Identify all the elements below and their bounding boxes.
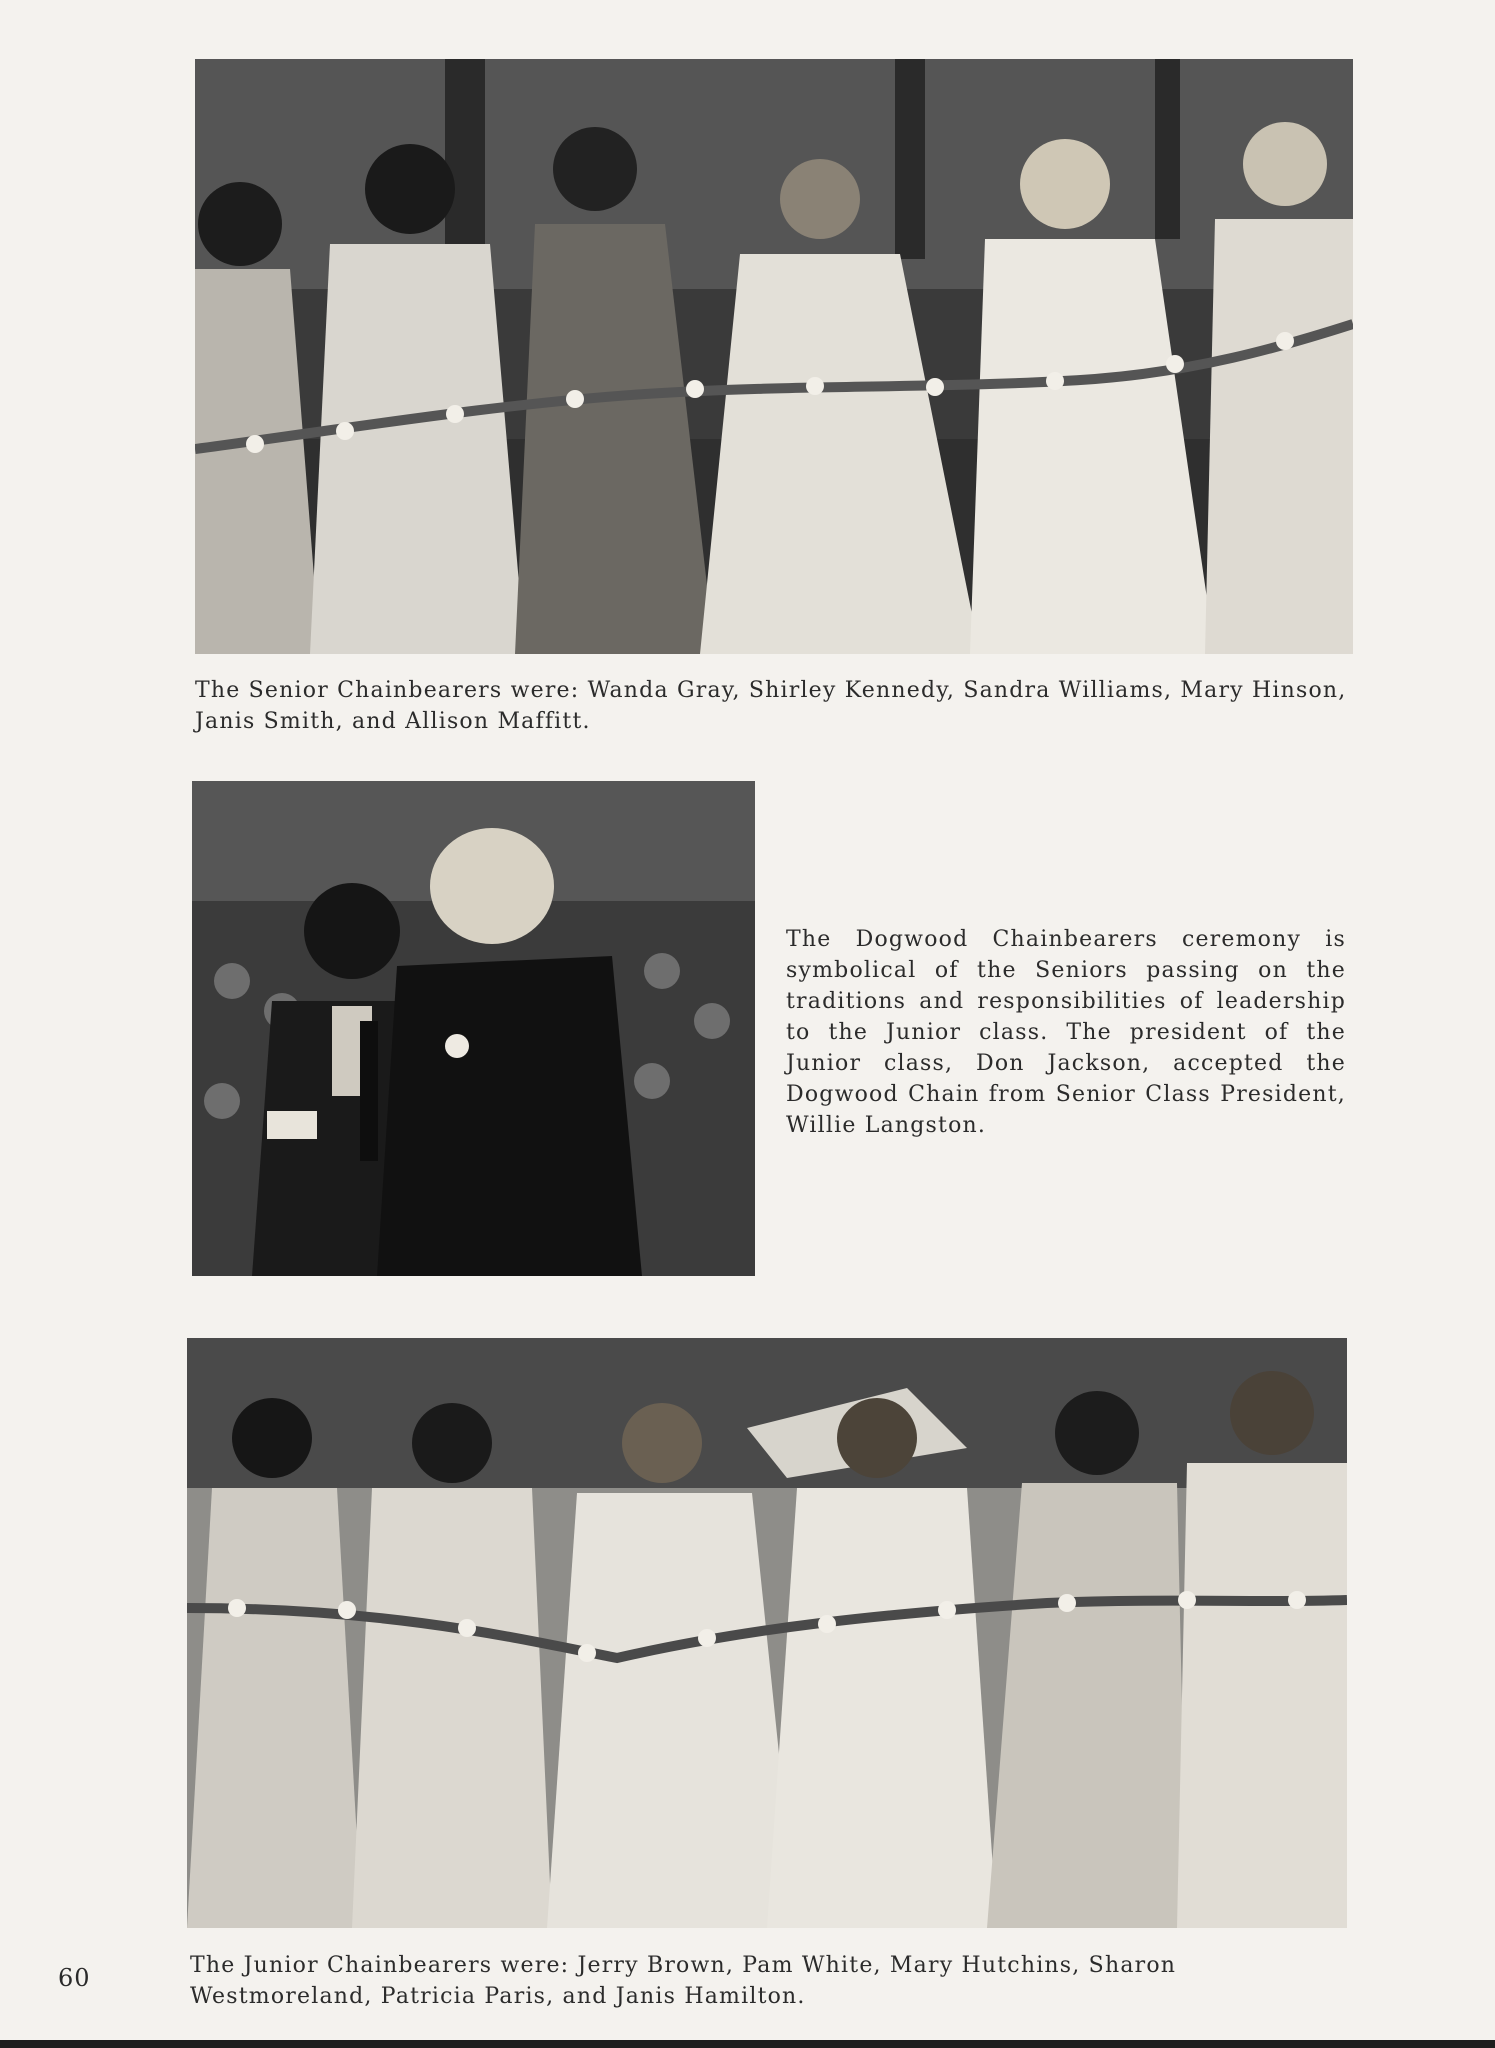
chain-exchange-photo: [192, 781, 755, 1276]
ceremony-caption: The Dogwood Chainbearers ceremony is symbolical of the Seniors passing on the traditions and responsibilities of leadership to the Junior class. The president of the Junior class, Don Jackson, accepted the Dogwood Chain from Senior Class President, Willie Langston.: [786, 927, 1346, 1138]
page-number: 60: [58, 1964, 91, 1992]
junior-chainbearers-caption: The Junior Chainbearers were: Jerry Brown, Pam White, Mary Hutchins, Sharon Westmoreland, Patricia Paris, and Janis Hamilton.: [190, 1953, 1177, 2009]
senior-chainbearers-photo: [195, 59, 1353, 654]
junior-chainbearers-photo: [187, 1338, 1347, 1928]
senior-chainbearers-caption: The Senior Chainbearers were: Wanda Gray, Shirley Kennedy, Sandra Williams, Mary Hinson, Janis Smith, and Allison Maffitt.: [195, 678, 1347, 734]
page-bottom-edge: [0, 2040, 1495, 2048]
